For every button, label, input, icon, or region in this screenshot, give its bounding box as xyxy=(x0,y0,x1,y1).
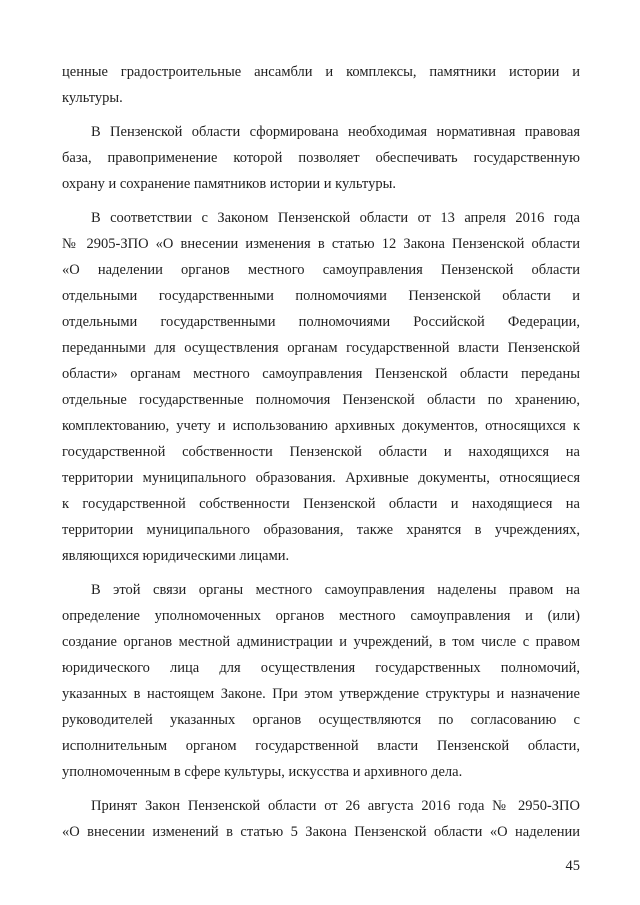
text-line: к государственной собственности Пензенской области и находящиеся на xyxy=(62,496,580,512)
text-line: ценные градостроительные ансамбли и комплексы, памятники истории и xyxy=(62,64,580,80)
paragraph xyxy=(62,793,580,845)
page-number: 45 xyxy=(565,858,580,874)
text-line: руководителей указанных органов осуществляются по согласованию с xyxy=(62,712,580,728)
text-line: указанных в настоящем Законе. При этом утверждение структуры и назначение xyxy=(62,686,580,702)
text-line: территории муниципального образования, также хранятся в учреждениях, xyxy=(62,522,580,538)
paragraph xyxy=(62,205,580,569)
text-line: Принят Закон Пензенской области от 26 августа 2016 года № 2950-ЗПО xyxy=(91,798,580,814)
paragraph xyxy=(62,119,580,197)
text-line: база, правоприменение которой позволяет обеспечивать государственную xyxy=(62,150,580,166)
text-line: «О наделении органов местного самоуправления Пензенской области xyxy=(62,262,580,278)
text-line: переданными для осуществления органам государственной власти Пензенской xyxy=(62,340,580,356)
text-line: охрану и сохранение памятников истории и культуры. xyxy=(62,176,396,192)
text-line: В этой связи органы местного самоуправления наделены правом на xyxy=(91,582,580,598)
text-line: территории муниципального образования. Архивные документы, относящиеся xyxy=(62,470,580,486)
text-line: создание органов местной администрации и учреждений, в том числе с правом xyxy=(62,634,580,650)
paragraph xyxy=(62,59,580,111)
text-line: культуры. xyxy=(62,90,123,106)
paragraph xyxy=(62,577,580,785)
text-line: юридического лица для осуществления государственных полномочий, xyxy=(62,660,580,676)
text-line: являющихся юридическими лицами. xyxy=(62,548,290,564)
text-line: исполнительным органом государственной власти Пензенской области, xyxy=(62,738,580,754)
text-line: отдельные государственные полномочия Пензенской области по хранению, xyxy=(62,392,580,408)
text-line: отдельными государственными полномочиями Пензенской области и xyxy=(62,288,580,304)
text-line: № 2905-ЗПО «О внесении изменения в статью 12 Закона Пензенской области xyxy=(62,236,580,252)
text-line: отдельными государственными полномочиями Российской Федерации, xyxy=(62,314,580,330)
text-line: комплектованию, учету и использованию архивных документов, относящихся к xyxy=(62,418,580,434)
text-line: В Пензенской области сформирована необходимая нормативная правовая xyxy=(91,124,580,140)
text-line: области» органам местного самоуправления Пензенской области переданы xyxy=(62,366,580,382)
text-line: В соответствии с Законом Пензенской области от 13 апреля 2016 года xyxy=(91,210,580,226)
text-line: определение уполномоченных органов местного самоуправления и (или) xyxy=(62,608,580,624)
document-body xyxy=(62,59,580,845)
text-line: уполномоченным в сфере культуры, искусства и архивного дела. xyxy=(62,764,463,780)
text-line: государственной собственности Пензенской области и находящихся на xyxy=(62,444,580,460)
text-line: «О внесении изменений в статью 5 Закона Пензенской области «О наделении xyxy=(62,824,580,840)
